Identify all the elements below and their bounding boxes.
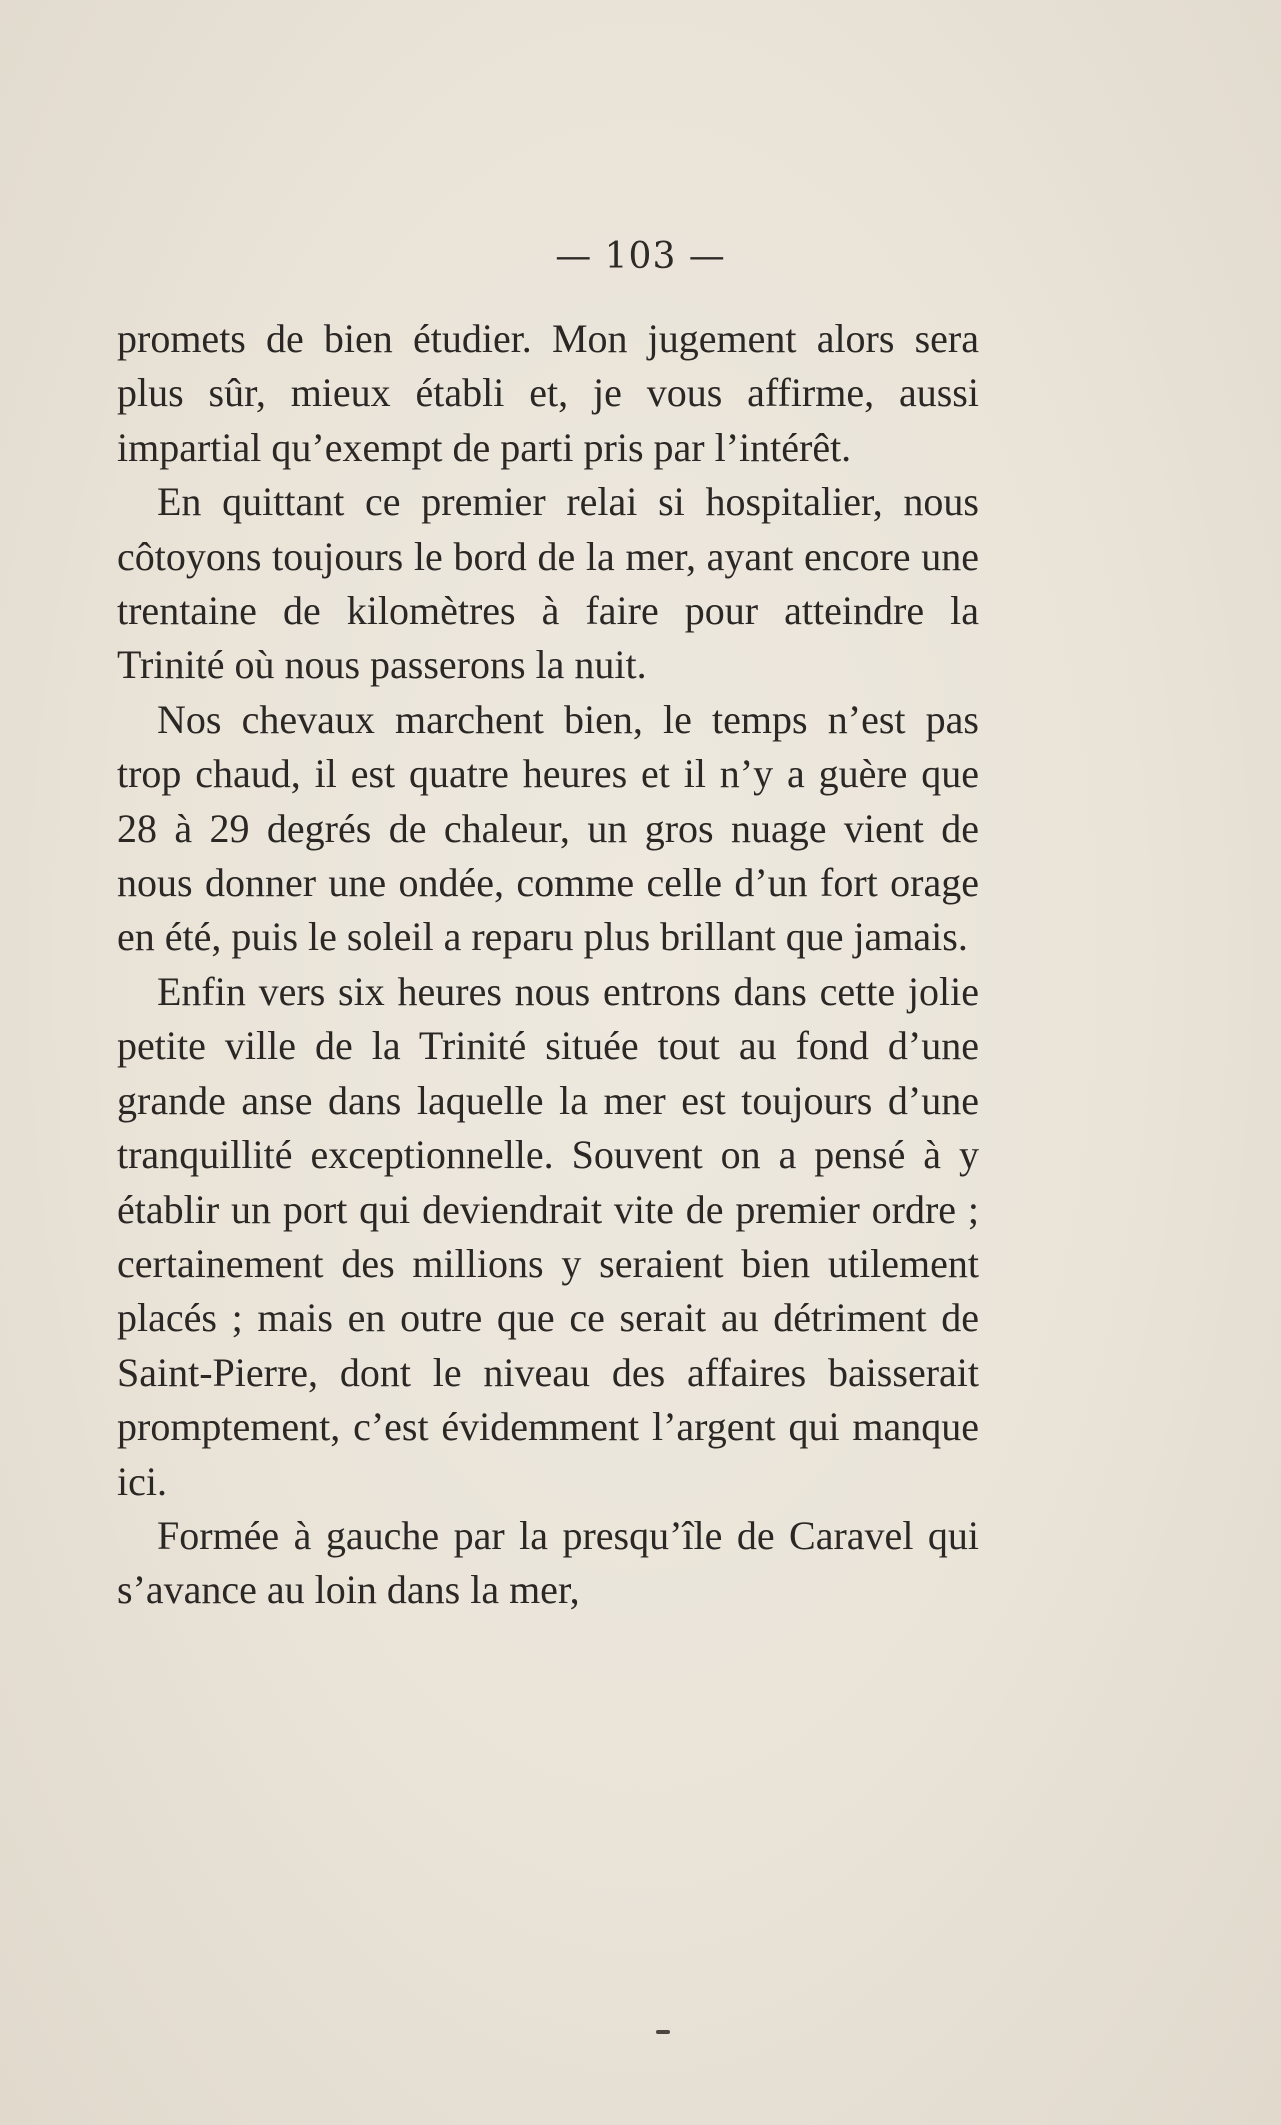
paragraph: Formée à gauche par la presqu’île de Caravel qui s’avance au loin dans la mer, [117,1512,979,1613]
page-number: — 103 — [555,236,726,277]
paper-speck [656,2030,670,2034]
paragraph: Nos chevaux marchent bien, le temps n’est pas trop chaud, il est quatre heures et il n’y a guère que 28 à 29 degrés de chaleur, un gros nuage vient de nous donner une ondée, comme celle d’un fort orage en été, puis le soleil a reparu plus brillant que jamais. [117,696,979,960]
paragraph: Enfin vers six heures nous entrons dans cette jolie petite ville de la Trinité située tout au fond d’une grande anse dans laquelle la mer est toujours d’une tranquillité exceptionnelle. Souvent on a pensé à y établir un port qui deviendrait vite de premier ordre ; certainement des millions y seraient bien utilement placés ; mais en outre que ce serait au détriment de Saint-Pierre, dont le niveau des affaires baisserait promptement, c’est évidemment l’argent qui manque ici. [117,968,979,1504]
body-text [117,312,979,1618]
paragraph: promets de bien étudier. Mon jugement alors sera plus sûr, mieux établi et, je vous affirme, aussi impartial qu’exempt de parti pris par l’intérêt. [117,316,979,470]
paragraph: En quittant ce premier relai si hospitalier, nous côtoyons toujours le bord de la mer, ayant encore une trentaine de kilomètres à faire pour atteindre la Trinité où nous passerons la nuit. [117,479,979,688]
